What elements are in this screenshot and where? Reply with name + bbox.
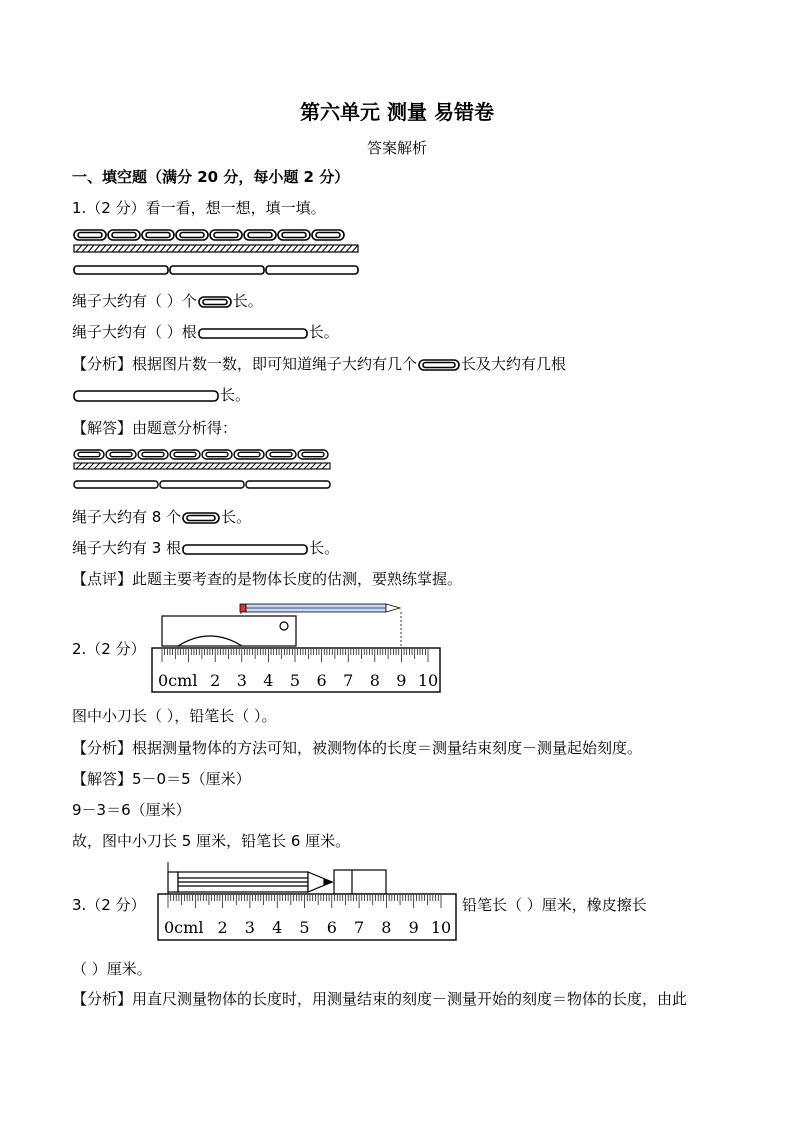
ruler-label: 0cml [158,671,198,690]
page-subtitle: 答案解析 [366,139,427,157]
q1-answer-a: 绳子大约有 8 个 [72,508,182,526]
q2-solution-2: 9－3＝6（厘米） [72,801,191,819]
q3-analysis: 【分析】用直尺测量物体的长度时，用测量结束的刻度－测量开始的刻度＝物体的长度，由此 [72,990,688,1008]
stick-icon [197,326,309,340]
ruler-label: 2 [217,918,228,937]
q3-question-a: 铅笔长（ ）厘米，橡皮擦长 [462,896,647,914]
ruler-label: 2 [210,671,221,690]
knife-drawing [162,616,296,646]
ruler-label: 8 [369,671,380,690]
ruler-label: 8 [381,918,392,937]
q2-analysis: 【分析】根据测量物体的方法可知，被测物体的长度＝测量结束刻度－测量起始刻度。 [72,739,643,757]
q3-number: 3.（2 分） [72,896,146,914]
ruler-label: 4 [263,671,274,690]
q2-figure [150,600,442,696]
ruler-label: 10 [430,918,452,937]
ruler-label: 6 [316,671,327,690]
q1-answer-a-suffix: 长。 [221,508,252,526]
eraser-drawing [334,870,386,894]
q2-number: 2.（2 分） [72,640,146,658]
pencil-drawing [240,604,400,612]
stick-icon [72,388,220,404]
section-heading: 一、填空题（满分 20 分，每小题 2 分） [72,168,350,186]
q1-line-b-suffix: 长。 [308,323,339,341]
q3-question-b: （ ）厘米。 [72,960,152,978]
q1-analysis: 【分析】根据图片数一数，即可知道绳子大约有几个 [72,355,418,373]
paperclip-row [74,230,344,240]
q1-analysis-suffix: 长。 [220,386,251,404]
q1-analysis-mid: 长及大约有几根 [461,355,567,373]
q1-figure [72,228,362,278]
ruler-label: 6 [326,918,337,937]
q3-figure [156,862,458,944]
q1-line-a-text: 绳子大约有（ ）个 [72,292,197,310]
q1-line-b-text: 绳子大约有（ ）根 [72,323,197,341]
paperclip-icon [181,511,221,525]
stick-icon [181,542,309,556]
ruler-label: 5 [299,918,310,937]
q1-answer-b-suffix: 长。 [309,539,340,557]
q2-solution-3: 故，图中小刀长 5 厘米，铅笔长 6 厘米。 [72,832,351,850]
page-title: 第六单元 测量 易错卷 [300,100,494,124]
q1-answer-b: 绳子大约有 3 根 [72,539,182,557]
ruler-label: 5 [289,671,301,690]
ruler-label: 3 [236,671,247,690]
q1-comment: 【点评】此题主要考查的是物体长度的估测，要熟练掌握。 [72,570,463,588]
q1-solution-figure [72,448,342,492]
q1-line-a-suffix: 长。 [232,292,263,310]
ruler-label: 0cml [164,918,204,937]
q1-solution: 【解答】由题意分析得： [72,419,238,437]
paperclip-icon [417,358,461,372]
ruler-label: 4 [272,918,283,937]
ruler-label: 9 [408,918,419,937]
q2-question: 图中小刀长（ ），铅笔长（ ）。 [72,707,277,725]
ruler-label: 3 [244,918,255,937]
ruler-label: 9 [396,671,407,690]
pencil-drawing [168,872,332,892]
q2-solution-1: 【解答】5－0＝5（厘米） [72,770,251,788]
paperclip-icon [197,295,233,309]
ruler-label: 7 [343,671,354,690]
ruler-label: 10 [417,671,439,690]
stick-row [74,266,358,274]
ruler-label: 7 [354,918,365,937]
q1-stem: 1.（2 分）看一看，想一想，填一填。 [72,199,326,217]
